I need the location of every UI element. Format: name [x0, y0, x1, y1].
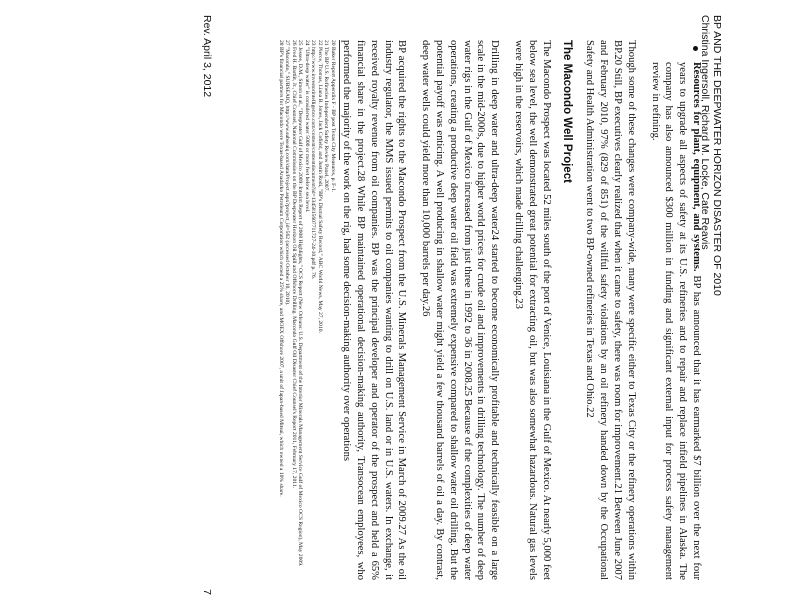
footnotes [278, 40, 341, 585]
section-heading: The Macondo Well Project [560, 40, 573, 183]
header-authors: Christina Ingersoll, Richard M. Locke, Cate Reavis [699, 15, 711, 250]
footnote: 28 BP's financial partners for Macondo were Texas-based Anadarko Petroleum Corporation which owned a 25% share, and MOEX Offshore 2007, a unit of Japan-based Mitsui, which owned a 10% share. [278, 40, 284, 497]
paragraph-macondo-location: The Macondo Prospect was located 52 miles south of the port of Venice, Louisiana in the Gulf of Mexico. At nearly 5,000 feet below sea level, the well demonstrated great potential for extracting oil, but was also somewhat hazardous. Natural gas levels were high in the reservoirs, which made drilling challenging.23 [513, 40, 552, 580]
footnote: 22 Pierce, Thomas, Liana B. Jones, Jack Cofield, and Justin Rodi, "BP's Dismal Safety Record," ABC World News, May 27, 2010. [317, 40, 323, 333]
footnote: 24 "Ultra-deep water" is considered water 5000 or more feet below sea level. [304, 40, 310, 213]
page-number: 7 [201, 589, 213, 595]
bullet-item [648, 40, 703, 580]
paragraph-deep-water: Drilling in deep water and ultra-deep water24 started to become economically profitable and technically feasible on a large scale in the mid-2000s, due to higher world prices for crude oil and improvements in drilling technology. The number of deep water rigs in the Gulf of Mexico increased from just three in 1992 to 36 in 2008.25 Because of the complexities of deep water operations, creating a productive deep water oil field was extremely expensive compared to shallow water oil drilling. But the potential payoff was enticing. A well producing in shallow water might yield a few thousand barrels of oil a day. By contrast, deep water wells could yield more than 10,000 barrels per day.26 [420, 40, 501, 580]
footnote: 21 The BP U.S. Refineries Independent Safety Review Panel, 2007. [323, 40, 330, 192]
bullet-icon [693, 46, 698, 51]
paragraph-safety-changes: Though some of these changes were company-wide, many were specific either to Texas City or the refinery operations within BP.20 Still, BP executives clearly realized that when it came to safety, there was room for improvement.21 Between June 2007 and February 2010, 97% (829 of 851) of the willful safety violations by an oil refinery handed down by the Occupational Safety and Health Administration went to two BP-owned refineries in Texas and Ohio.22 [584, 40, 637, 580]
header-title: BP AND THE DEEPWATER HORIZON DISASTER OF 2010 [711, 15, 723, 296]
footnote: 25 Jessee, D.M., Simon et al., "Deepwater Gulf of Mexico 2009: Interim Report of 2008 Highlights," OCS Report (New Orleans: U.S. Department of the Interior Minerals Management Service Gulf of Mexico OCS Region), May 2009. [297, 40, 304, 567]
body-text [329, 40, 703, 580]
footnote-rule [339, 40, 340, 160]
bullet-lead: Resources for plant, equipment, and systems. [691, 62, 702, 272]
footnote: 27 "Macondo," SUBSEAIQ, http://www.subseaiq.com/data/Project.aspx?project_id=562 (accessed October 10, 2010). [284, 40, 291, 306]
footnote: 23 http://www.investorintelligence.com/content/contentdocument?id=1345815607711727-24-10.pdf p. 76. [310, 40, 317, 280]
bullet-text: BP has announced that it has earmarked $7 billion over the next four years to upgrade all aspects of safety at its U.S. refineries and to repair and replace infield pipelines in Alaska. The company has also announced $300 million in funding and significant external input for process safety management review in refining. [649, 62, 702, 580]
footnote: 26 Fred H. Bartlit, Jr., Chief Counsel, National Commission on the BP Deepwater Horizon Oil Spill and Offshore Drilling. Macondo Gulf Oil Disaster Chief Counsel's Report 2011, February 17, 2011. [291, 40, 297, 489]
paragraph-rights: BP acquired the rights to the Macondo Prospect from the U.S. Minerals Management Service in March of 2009.27 As the oil industry regulator, the MMS issued permits to oil companies wanting to drill on U.S. land or in U.S. waters. In exchange, it received royalty revenue from oil companies. BP was the principal developer and operator of the prospect and held a 65% financial share in the project.28 While BP maintained operational decision-making authority, Transocean employees, who performed the majority of the work on the rig, had some decision-making authority over operations [341, 40, 408, 580]
footnote: 20 Baker Report Appendix F - BP post Texas City Measures, p. F-1. [330, 40, 336, 193]
bullet-paragraph [648, 62, 703, 580]
revision-date: Rev. April 3, 2012 [201, 15, 213, 98]
